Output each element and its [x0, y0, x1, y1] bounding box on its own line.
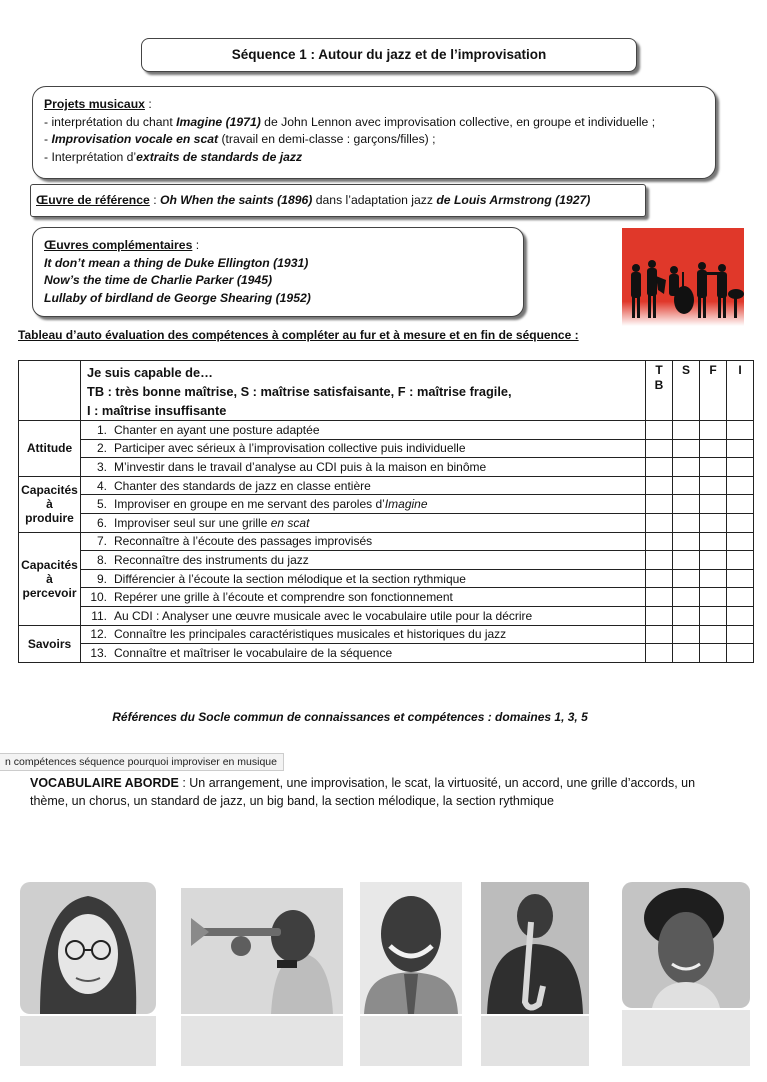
rating-cell-s[interactable] [673, 625, 700, 644]
table-row [19, 513, 754, 532]
rating-cell-f[interactable] [700, 458, 727, 477]
category-percevoir-line-2: à [46, 571, 53, 586]
rating-cell-s[interactable] [673, 439, 700, 458]
ella-fitzgerald-reflection [622, 1010, 750, 1066]
col-i-label: I [738, 363, 742, 377]
rating-cell-tb[interactable] [646, 625, 673, 644]
skill-text-italic: en scat [270, 515, 310, 530]
complementary-work-2: Now’s the time de Charlie Parker (1945) [44, 273, 273, 287]
complementary-work-3: Lullaby of birdland de George Shearing (1952) [44, 290, 311, 305]
rating-cell-i[interactable] [727, 532, 754, 551]
table-row [19, 495, 754, 514]
rating-cell-s[interactable] [673, 458, 700, 477]
reference-sep: : [149, 193, 160, 207]
skill-number: 11. [91, 608, 107, 623]
reference-box [30, 184, 646, 217]
table-row [19, 644, 754, 663]
rating-cell-s[interactable] [673, 606, 700, 625]
header-capable-cell [81, 361, 646, 421]
jazz-band-silhouette-svg [622, 228, 744, 326]
rating-cell-tb[interactable] [646, 476, 673, 495]
rating-cell-f[interactable] [700, 588, 727, 607]
col-tb-header [646, 361, 673, 421]
skill-item [81, 588, 646, 607]
skill-item [81, 551, 646, 570]
john-lennon-reflection [20, 1016, 156, 1066]
vocabulary-paragraph [30, 775, 730, 810]
skill-number: 6. [96, 515, 107, 530]
projects-box [32, 86, 716, 179]
skill-number: 4. [96, 478, 107, 493]
category-percevoir [19, 532, 81, 625]
rating-cell-s[interactable] [673, 551, 700, 570]
skill-number: 1. [96, 422, 107, 437]
col-f-label: F [709, 363, 717, 377]
skill-item [81, 476, 646, 495]
col-tb-letter-1: T [655, 363, 663, 377]
skill-number: 13. [90, 645, 107, 660]
charlie-parker-photo [481, 882, 589, 1014]
skill-item [81, 569, 646, 588]
category-attitude: Attitude [19, 421, 81, 477]
rating-cell-f[interactable] [700, 513, 727, 532]
col-s-header [673, 361, 700, 421]
skill-item [81, 513, 646, 532]
category-produire [19, 476, 81, 532]
skill-text: Improviser en groupe en me servant des paroles d’ [114, 497, 385, 512]
category-produire-line-1: Capacités à [21, 483, 78, 512]
skill-number: 3. [96, 459, 107, 474]
vocabulary-label: VOCABULAIRE ABORDE [30, 776, 179, 790]
rating-cell-f[interactable] [700, 551, 727, 570]
skill-text: Repérer une grille à l’écoute et comprendre son fonctionnement [114, 590, 453, 605]
hover-tooltip: n compétences séquence pourquoi improviser en musique [0, 753, 284, 771]
complementary-heading: Œuvres complémentaires [44, 238, 193, 252]
col-i-header [727, 361, 754, 421]
rating-cell-tb[interactable] [646, 495, 673, 514]
skills-table [18, 360, 754, 663]
table-row [19, 421, 754, 440]
rating-cell-tb[interactable] [646, 644, 673, 663]
rating-cell-f[interactable] [700, 495, 727, 514]
category-savoirs: Savoirs [19, 625, 81, 662]
project-2-text-c: (travail en demi-classe : garçons/filles) ; [218, 132, 436, 146]
project-1-text-c: de John Lennon avec improvisation collective, en groupe et individuelle ; [260, 114, 656, 129]
rating-cell-i[interactable] [727, 513, 754, 532]
rating-cell-i[interactable] [727, 625, 754, 644]
rating-cell-s[interactable] [673, 495, 700, 514]
skill-text: Différencier à l’écoute la section mélodique et la section rythmique [114, 571, 466, 586]
skill-item [81, 644, 646, 663]
col-tb-letter-2: B [654, 378, 664, 392]
rating-cell-s[interactable] [673, 532, 700, 551]
rating-cell-f[interactable] [700, 606, 727, 625]
rating-cell-tb[interactable] [646, 569, 673, 588]
col-f-header [700, 361, 727, 421]
skill-item [81, 421, 646, 440]
project-2-text-a: - [44, 132, 52, 146]
rating-cell-i[interactable] [727, 476, 754, 495]
skill-item [81, 439, 646, 458]
complementary-work-1: It don’t mean a thing de Duke Ellington (1931) [44, 255, 309, 270]
skill-item [81, 606, 646, 625]
rating-cell-i[interactable] [727, 458, 754, 477]
complementary-box [32, 227, 524, 317]
table-row [19, 476, 754, 495]
rating-cell-f[interactable] [700, 532, 727, 551]
skill-text: Au CDI : Analyser une œuvre musicale avec le vocabulaire utile pour la décrire [114, 608, 533, 623]
table-header-row [19, 361, 754, 421]
john-lennon-photo [20, 882, 156, 1014]
skill-number: 7. [96, 534, 107, 549]
table-row [19, 569, 754, 588]
jazz-band-silhouette-image [622, 228, 744, 326]
skill-text: Reconnaître des instruments du jazz [114, 552, 309, 567]
skill-text: Chanter des standards de jazz en classe entière [114, 478, 371, 493]
rating-cell-i[interactable] [727, 606, 754, 625]
rating-cell-tb[interactable] [646, 458, 673, 477]
category-produire-line-2: produire [25, 511, 74, 526]
skill-number: 10. [90, 590, 107, 605]
skill-item [81, 625, 646, 644]
rating-cell-s[interactable] [673, 588, 700, 607]
skill-text: Improviser seul sur une grille [114, 515, 271, 530]
complementary-heading-line [44, 237, 523, 255]
skill-text: M’investir dans le travail d’analyse au CDI puis à la maison en binôme [114, 459, 487, 474]
category-percevoir-line-1: Capacités [21, 557, 78, 572]
skill-item [81, 532, 646, 551]
rating-cell-i[interactable] [727, 421, 754, 440]
louis-armstrong-photo [181, 888, 343, 1014]
project-3-standards: extraits de standards de jazz [136, 149, 303, 164]
rating-cell-i[interactable] [727, 644, 754, 663]
projects-heading: Projets musicaux [44, 97, 145, 111]
table-row [19, 588, 754, 607]
skill-text: Connaître et maîtriser le vocabulaire de la séquence [114, 645, 393, 660]
ella-fitzgerald-photo [622, 882, 750, 1008]
table-row [19, 606, 754, 625]
project-2-scat: Improvisation vocale en scat [51, 132, 219, 146]
projects-heading-line [44, 96, 715, 114]
rating-cell-s[interactable] [673, 421, 700, 440]
socle-references: Références du Socle commun de connaissances et compétences : domaines 1, 3, 5 [112, 710, 588, 724]
rating-cell-s[interactable] [673, 644, 700, 663]
duke-ellington-photo [360, 882, 462, 1014]
projects-heading-suffix: : [144, 97, 152, 111]
project-line-1 [44, 114, 715, 132]
skill-text: Chanter en ayant une posture adaptée [114, 422, 320, 437]
project-line-2 [44, 131, 715, 149]
project-3-text-a: - Interprétation d’ [44, 149, 137, 164]
header-capable-text [81, 361, 645, 420]
rating-cell-f[interactable] [700, 625, 727, 644]
header-empty-cell [19, 361, 81, 421]
skill-number: 12. [90, 627, 107, 642]
rating-cell-tb[interactable] [646, 606, 673, 625]
rating-cell-tb[interactable] [646, 513, 673, 532]
rating-cell-s[interactable] [673, 569, 700, 588]
rating-cell-tb[interactable] [646, 532, 673, 551]
header-line-3: I : maîtrise insuffisante [87, 403, 227, 418]
project-1-text-a: - interprétation du chant [44, 114, 177, 129]
rating-cell-i[interactable] [727, 551, 754, 570]
rating-cell-tb[interactable] [646, 439, 673, 458]
rating-cell-tb[interactable] [646, 421, 673, 440]
project-line-3 [44, 149, 715, 167]
rating-cell-s[interactable] [673, 513, 700, 532]
louis-armstrong-reflection [181, 1016, 343, 1066]
skill-text: Participer avec sérieux à l’improvisation collective puis individuelle [114, 441, 466, 456]
table-row [19, 458, 754, 477]
duke-ellington-reflection [360, 1016, 462, 1066]
rating-cell-i[interactable] [727, 588, 754, 607]
rating-cell-f[interactable] [700, 476, 727, 495]
table-row [19, 439, 754, 458]
reference-line [36, 192, 645, 210]
table-heading: Tableau d’auto évaluation des compétences à compléter au fur et à mesure et en fin de séquence : [18, 328, 579, 342]
rating-cell-f[interactable] [700, 439, 727, 458]
rating-cell-tb[interactable] [646, 588, 673, 607]
reference-work: Oh When the saints (1896) [159, 193, 313, 207]
skill-number: 2. [96, 441, 107, 456]
skill-text: Reconnaître à l’écoute des passages improvisés [114, 534, 373, 549]
rating-cell-i[interactable] [727, 439, 754, 458]
project-1-work: Imagine (1971) [176, 114, 261, 129]
skill-text-italic: Imagine [384, 497, 428, 512]
header-line-2: TB : très bonne maîtrise, S : maîtrise satisfaisante, F : maîtrise fragile, [87, 384, 512, 399]
vocabulary-text: : Un arrangement, une improvisation, le scat, la virtuosité, un accord, une grille d’accords, un thème, un chorus, un standard de jazz, un big band, la section mélodique, la section rythmique [30, 776, 696, 808]
table-row [19, 551, 754, 570]
header-line-1: Je suis capable de… [87, 365, 213, 380]
skill-item [81, 495, 646, 514]
col-s-label: S [681, 363, 690, 377]
charlie-parker-reflection [481, 1016, 589, 1066]
reference-mid: dans l’adaptation jazz [312, 193, 437, 207]
category-percevoir-line-3: percevoir [22, 585, 77, 600]
skill-number: 8. [96, 552, 107, 567]
rating-cell-i[interactable] [727, 495, 754, 514]
skill-number: 9. [96, 571, 107, 586]
skill-text: Connaître les principales caractéristiques musicales et historiques du jazz [114, 627, 507, 642]
rating-cell-tb[interactable] [646, 551, 673, 570]
title-box [141, 38, 637, 72]
table-row [19, 625, 754, 644]
rating-cell-f[interactable] [700, 569, 727, 588]
rating-cell-s[interactable] [673, 476, 700, 495]
reference-label: Œuvre de référence [36, 193, 150, 207]
rating-cell-f[interactable] [700, 421, 727, 440]
skill-number: 5. [96, 497, 107, 512]
page-title: Séquence 1 : Autour du jazz et de l’improvisation [231, 47, 547, 62]
reference-author: de Louis Armstrong (1927) [436, 193, 591, 207]
rating-cell-f[interactable] [700, 644, 727, 663]
rating-cell-i[interactable] [727, 569, 754, 588]
skill-item [81, 458, 646, 477]
table-row [19, 532, 754, 551]
complementary-heading-suffix: : [192, 238, 200, 252]
